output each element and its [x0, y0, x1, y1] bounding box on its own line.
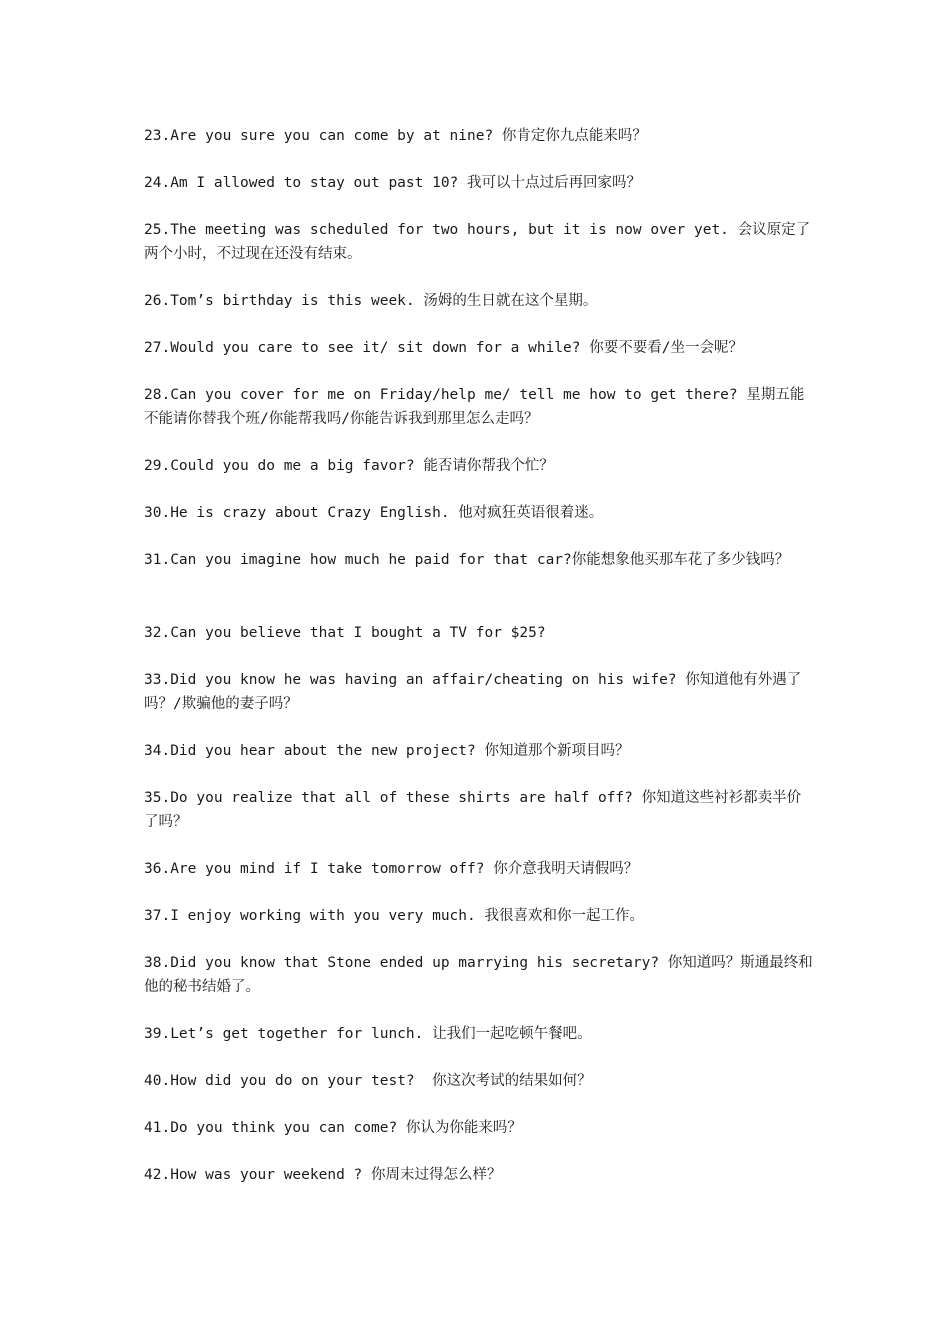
sentence-item [144, 1163, 814, 1187]
sentence-item [144, 171, 814, 195]
sentence-text: How was your weekend ? 你周末过得怎么样？ [170, 1167, 502, 1183]
sentence-item [144, 668, 814, 716]
sentence-text: Do you realize that all of these shirts are half off? 你知道这些衬衫都卖半价了吗？ [144, 790, 802, 830]
sentence-item [144, 548, 814, 572]
sentence-text: Can you imagine how much he paid for that car?你能想象他买那车花了多少钱吗？ [170, 552, 790, 568]
sentence-item [144, 1116, 814, 1140]
sentence-list [144, 124, 814, 1210]
sentence-number: 26. [144, 293, 171, 309]
sentence-number: 41. [144, 1120, 171, 1136]
sentence-number: 38. [144, 955, 171, 971]
sentence-number: 29. [144, 458, 171, 474]
sentence-text: How did you do on your test? 你这次考试的结果如何？ [170, 1073, 592, 1089]
sentence-number: 23. [144, 128, 171, 144]
sentence-item [144, 739, 814, 763]
sentence-item [144, 124, 814, 148]
sentence-text: Am I allowed to stay out past 10? 我可以十点过后再回家吗？ [170, 175, 642, 191]
sentence-text: Are you mind if I take tomorrow off? 你介意我明天请假吗？ [170, 861, 639, 877]
sentence-number: 40. [144, 1073, 171, 1089]
sentence-text: I enjoy working with you very much. 我很喜欢和你一起工作。 [170, 908, 644, 924]
sentence-text: Did you know that Stone ended up marrying his secretary? 你知道吗？斯通最终和他的秘书结婚了。 [144, 955, 813, 995]
sentence-item [144, 904, 814, 928]
sentence-item [144, 336, 814, 360]
sentence-item [144, 454, 814, 478]
sentence-item [144, 857, 814, 881]
sentence-text: The meeting was scheduled for two hours, but it is now over yet. 会议原定了两个小时，不过现在还没有结束。 [144, 222, 811, 262]
sentence-text: Did you know he was having an affair/cheating on his wife? 你知道他有外遇了吗？/欺骗他的妻子吗？ [144, 672, 802, 712]
sentence-text: Are you sure you can come by at nine? 你肯定你九点能来吗？ [170, 128, 647, 144]
sentence-number: 31. [144, 552, 171, 568]
sentence-number: 28. [144, 387, 171, 403]
sentence-item [144, 289, 814, 313]
sentence-number: 34. [144, 743, 171, 759]
sentence-item [144, 383, 814, 431]
sentence-text: Would you care to see it/ sit down for a while? 你要不要看/坐一会呢？ [170, 340, 743, 356]
sentence-item [144, 951, 814, 999]
sentence-number: 27. [144, 340, 171, 356]
sentence-text: Let’s get together for lunch. 让我们一起吃顿午餐吧。 [170, 1026, 592, 1042]
sentence-text: He is crazy about Crazy English. 他对疯狂英语很着迷。 [170, 505, 604, 521]
sentence-text: Do you think you can come? 你认为你能来吗？ [170, 1120, 522, 1136]
sentence-number: 30. [144, 505, 171, 521]
sentence-text: Did you hear about the new project? 你知道那个新项目吗？ [170, 743, 630, 759]
sentence-number: 24. [144, 175, 171, 191]
sentence-item [144, 1069, 814, 1093]
sentence-number: 36. [144, 861, 171, 877]
sentence-text: Can you believe that I bought a TV for $25? [170, 625, 546, 641]
sentence-text: Can you cover for me on Friday/help me/ tell me how to get there? 星期五能不能请你替我个班/你能帮我吗/你能告诉我到那里怎么走吗？ [144, 387, 805, 427]
sentence-number: 35. [144, 790, 171, 806]
sentence-item [144, 621, 814, 645]
sentence-item [144, 501, 814, 525]
sentence-item [144, 218, 814, 266]
sentence-text: Tom’s birthday is this week. 汤姆的生日就在这个星期。 [170, 293, 598, 309]
sentence-number: 42. [144, 1167, 171, 1183]
sentence-number: 25. [144, 222, 171, 238]
sentence-number: 37. [144, 908, 171, 924]
sentence-number: 33. [144, 672, 171, 688]
sentence-text: Could you do me a big favor? 能否请你帮我个忙？ [170, 458, 554, 474]
sentence-number: 39. [144, 1026, 171, 1042]
sentence-item [144, 1022, 814, 1046]
sentence-item [144, 786, 814, 834]
sentence-number: 32. [144, 625, 171, 641]
